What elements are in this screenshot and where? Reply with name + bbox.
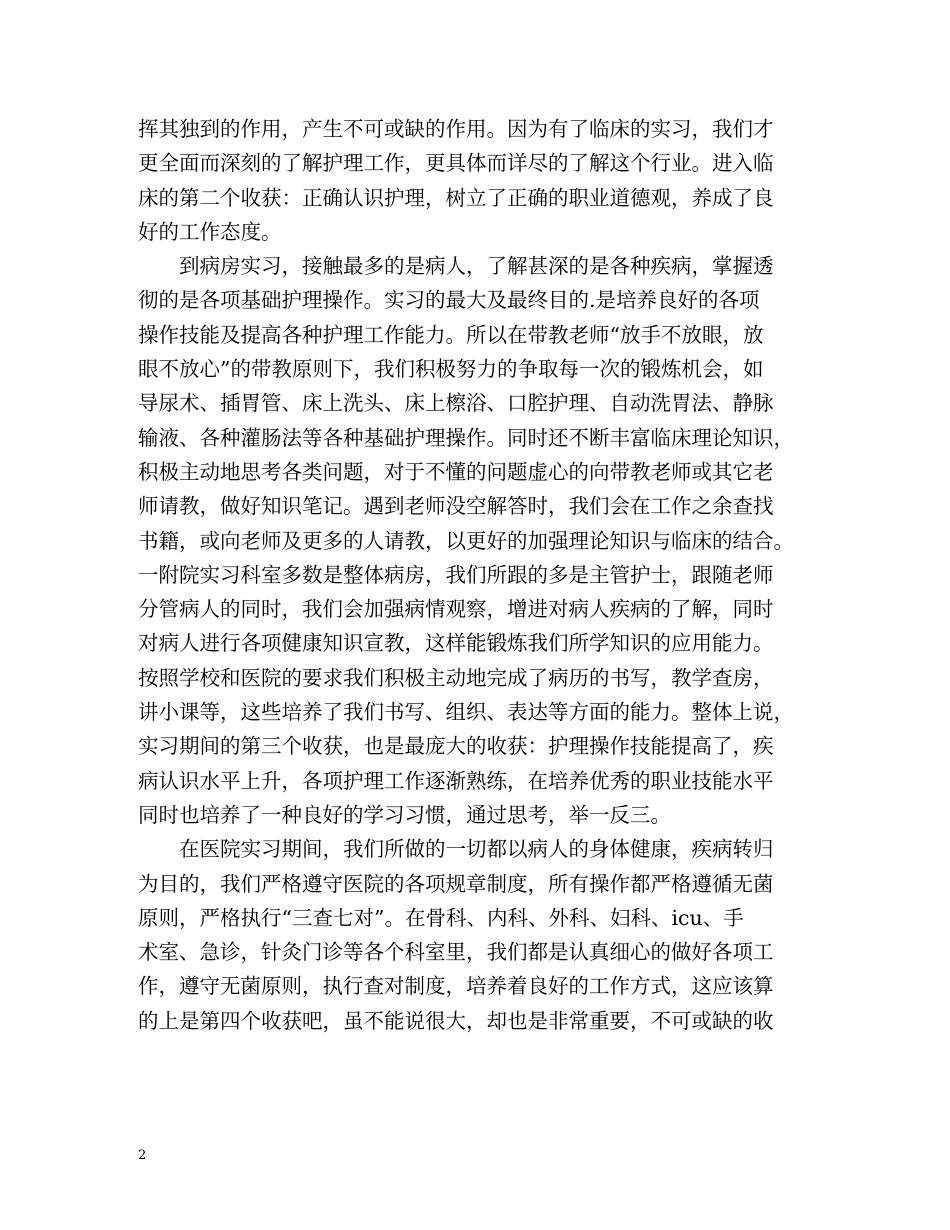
text-line: 术室、急诊，针灸门诊等各个科室里，我们都是认真细心的做好各项工 <box>138 940 774 965</box>
paragraph-first-line: 到病房实习，接触最多的是病人，了解甚深的是各种疾病，掌握透 <box>179 254 774 279</box>
text-line: 积极主动地思考各类问题，对于不懂的问题虚心的向带教老师或其它老 <box>138 459 774 484</box>
text-line: 的上是第四个收获吧，虽不能说很大，却也是非常重要，不可或缺的收 <box>138 1008 774 1033</box>
page-number: 2 <box>138 1148 147 1163</box>
text-line: 分管病人的同时，我们会加强病情观察，增进对病人疾病的了解，同时 <box>138 597 774 622</box>
text-line: 师请教，做好知识笔记。遇到老师没空解答时，我们会在工作之余查找 <box>138 494 774 519</box>
text-line: 更全面而深刻的了解护理工作，更具体而详尽的了解这个行业。进入临 <box>138 151 774 176</box>
text-line: 实习期间的第三个收获，也是最庞大的收获：护理操作技能提高了，疾 <box>138 734 774 759</box>
text-line: 书籍，或向老师及更多的人请教，以更好的加强理论知识与临床的结合。 <box>138 528 794 553</box>
text-line: 讲小课等，这些培养了我们书写、组织、表达等方面的能力。整体上说， <box>138 700 794 725</box>
text-line: 对病人进行各项健康知识宣教，这样能锻炼我们所学知识的应用能力。 <box>138 631 774 656</box>
body-text <box>138 112 828 1038</box>
text-line: 好的工作态度。 <box>138 219 282 244</box>
paragraph-first-line: 在医院实习期间，我们所做的一切都以病人的身体健康，疾病转归 <box>179 837 774 862</box>
text-line: 作，遵守无菌原则，执行查对制度，培养着良好的工作方式，这应该算 <box>138 974 774 999</box>
text-line: 为目的，我们严格遵守医院的各项规章制度，所有操作都严格遵循无菌 <box>138 871 774 896</box>
text-line: 操作技能及提高各种护理工作能力。所以在带教老师“放手不放眼，放 <box>138 322 764 347</box>
text-line: 挥其独到的作用，产生不可或缺的作用。因为有了临床的实习，我们才 <box>138 117 774 141</box>
text-line: 眼不放心”的带教原则下，我们积极努力的争取每一次的锻炼机会，如 <box>138 357 764 382</box>
text-line: 病认识水平上升，各项护理工作逐渐熟练，在培养优秀的职业技能水平 <box>138 768 774 793</box>
text-line: 同时也培养了一种良好的学习习惯，通过思考，举一反三。 <box>138 802 671 827</box>
text-line: 床的第二个收获：正确认识护理，树立了正确的职业道德观，养成了良 <box>138 185 774 210</box>
text-line: 按照学校和医院的要求我们积极主动地完成了病历的书写，教学查房， <box>138 665 774 690</box>
text-line: 原则，严格执行“三查七对”。在骨科、内科、外科、妇科、icu、手 <box>138 905 744 930</box>
text-line: 彻的是各项基础护理操作。实习的最大及最终目的.是培养良好的各项 <box>138 288 760 313</box>
text-line: 导尿术、插胃管、床上洗头、床上檫浴、口腔护理、自动洗胃法、静脉 <box>138 391 774 416</box>
text-line: 输液、各种灌肠法等各种基础护理操作。同时还不断丰富临床理论知识， <box>138 425 794 450</box>
text-line: 一附院实习科室多数是整体病房，我们所跟的多是主管护士，跟随老师 <box>138 562 774 587</box>
